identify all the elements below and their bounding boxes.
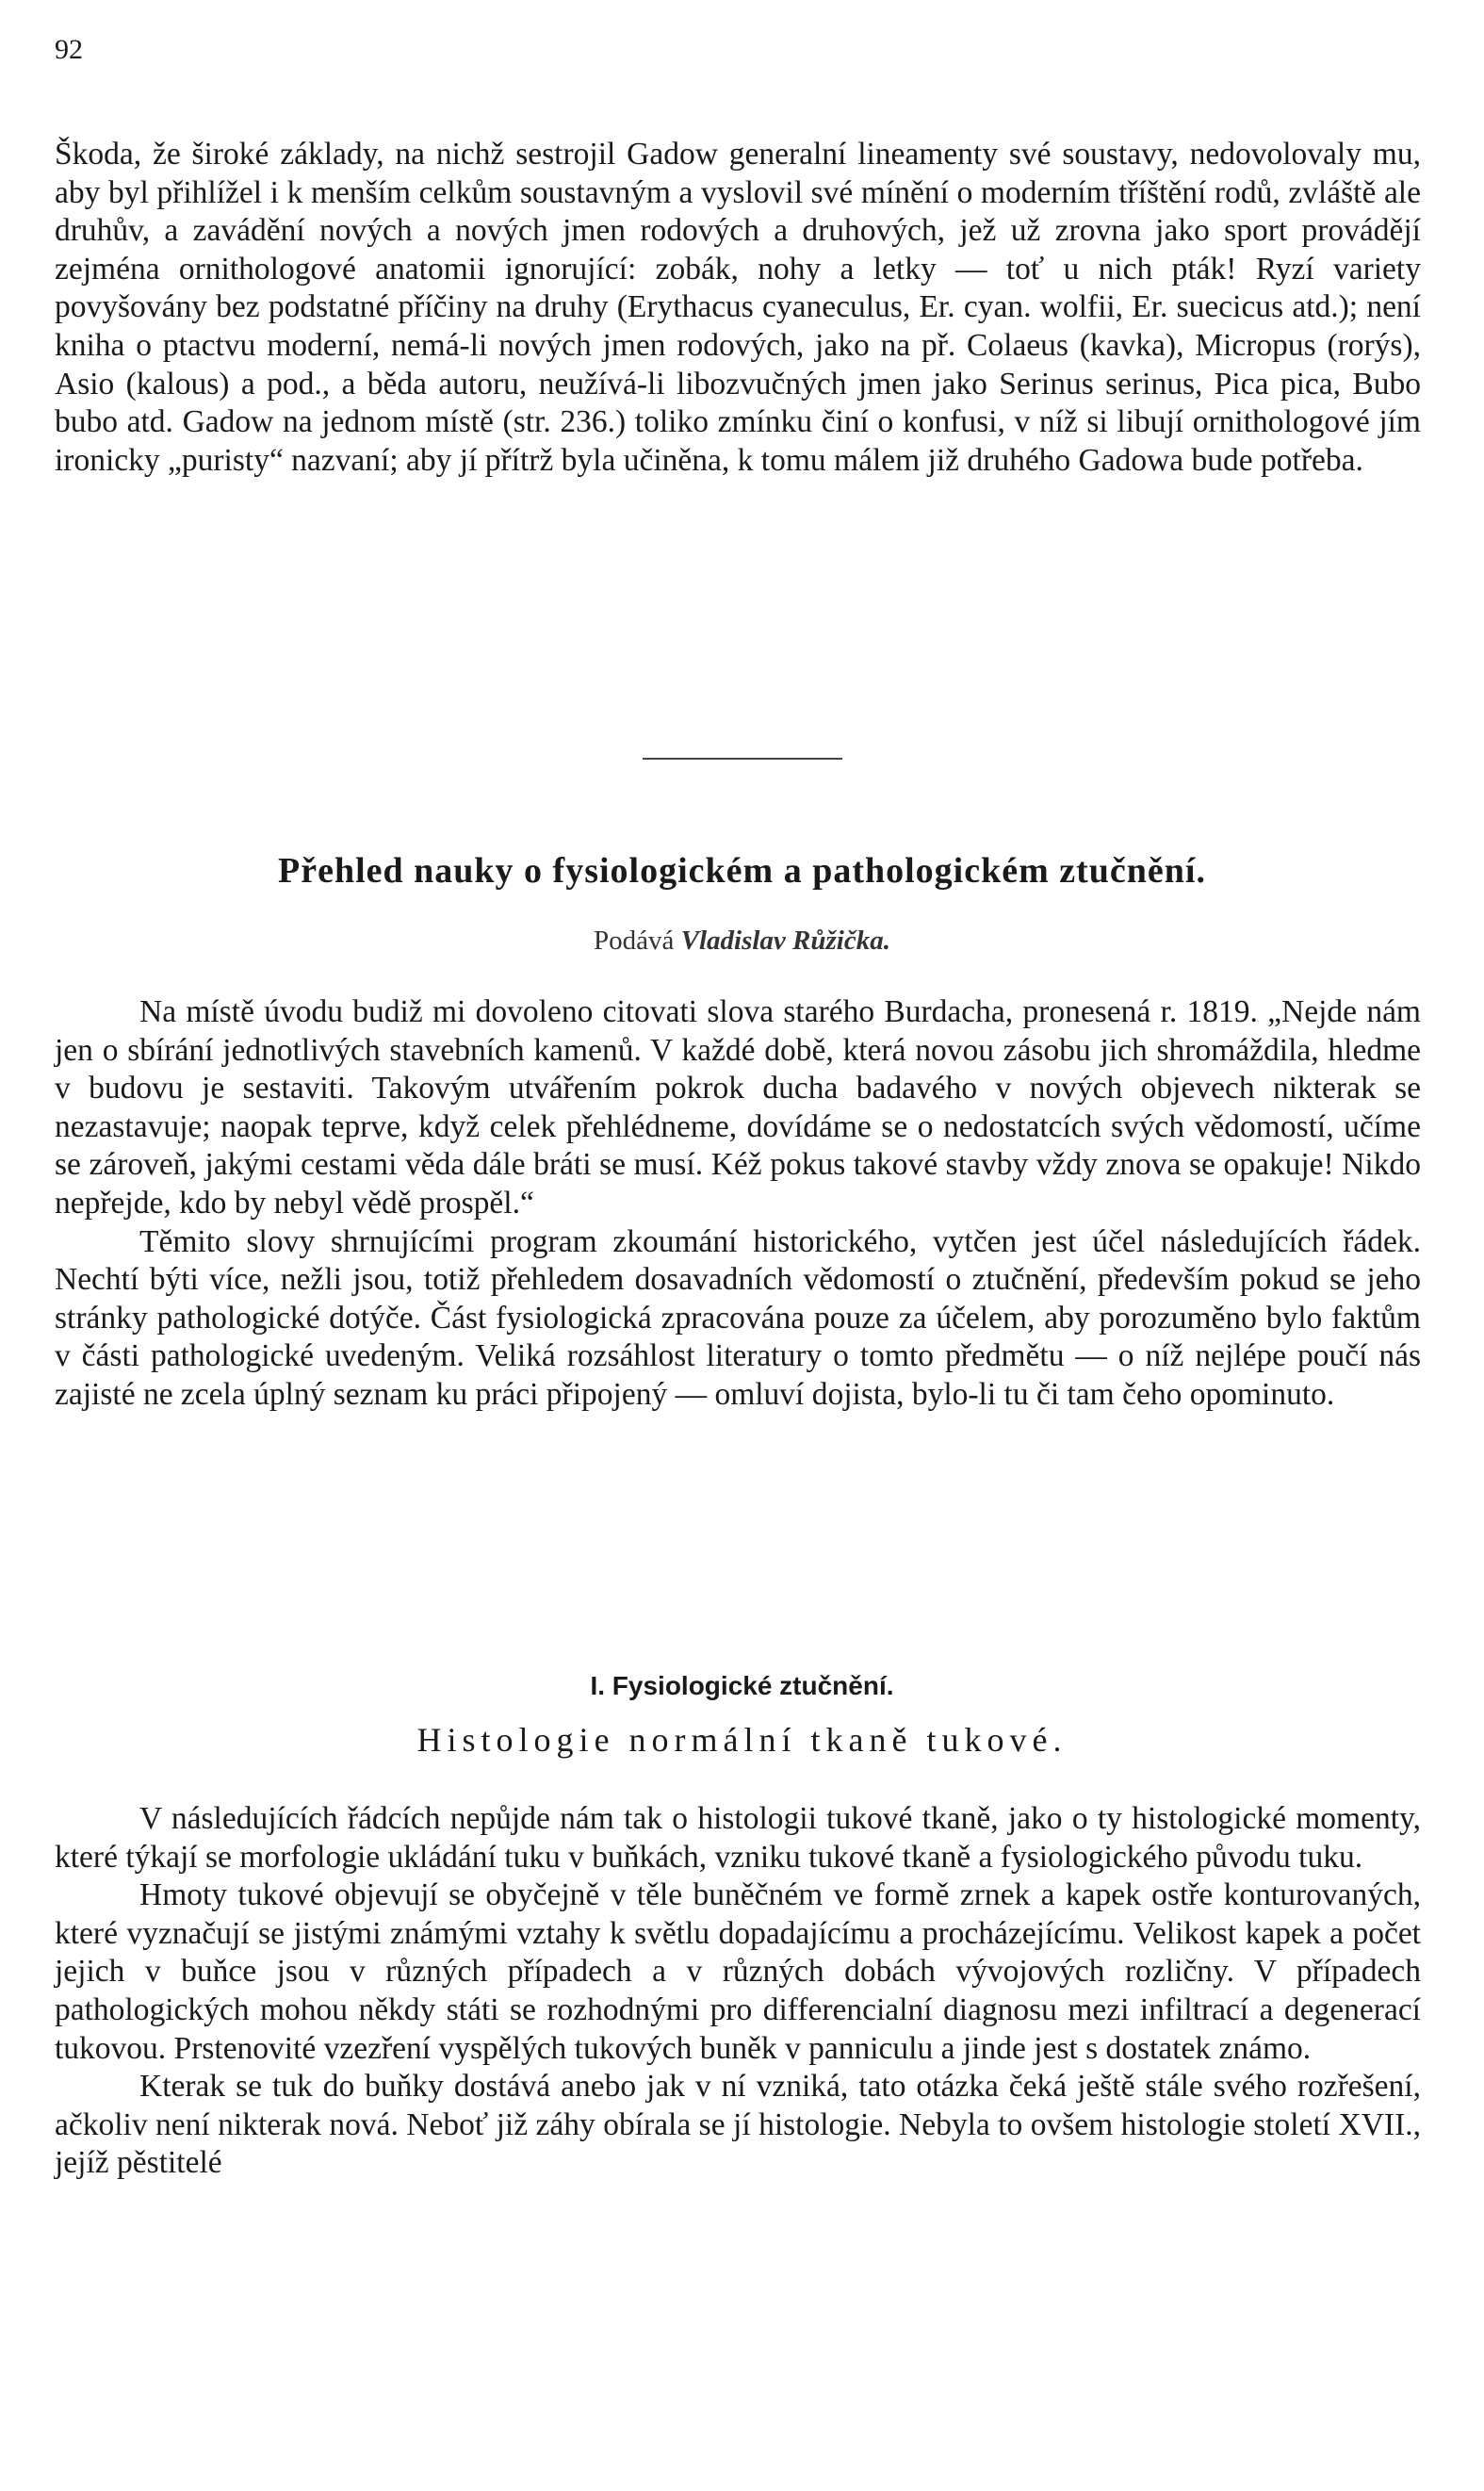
article-title: Přehled nauky o fysiologickém a pathologickém ztučnění. bbox=[278, 851, 1206, 891]
byline bbox=[0, 926, 1484, 957]
subsection-heading: Histologie normální tkaně tukové. bbox=[416, 1721, 1068, 1759]
body-paragraph: Kterak se tuk do buňky dostává anebo jak v ní vzniká, tato otázka čeká ještě stále svého rozřešení, ačkoliv není nikterak nová. Neboť již záhy obírala se jí histologie. Nebyla to ovšem histologie století XVII., jejíž pěstitelé bbox=[55, 2069, 1421, 2181]
review-text-block bbox=[55, 136, 1421, 480]
review-paragraph: Škoda, že široké základy, na nichž sestrojil Gadow generalní lineamenty své soustavy, nedovolovaly mu, aby byl přihlížel i k menším celkům soustavným a vyslovil své mínění o moderním tříštění rodů, zvláště ale druhův, a zavádění nových a nových jmen rodových a druhových, jež už zrovna jako sport provádějí zejména ornithologové anatomii ignorující: zobák, nohy a letky — toť u nich pták! Ryzí variety povyšovány bez podstatné příčiny na druhy (Erythacus cyaneculus, Er. cyan. wolfii, Er. suecicus atd.); není kniha o ptactvu moderní, nemá-li nových jmen rodových, jako na př. Colaeus (kavka), Micropus (rorýs), Asio (kalous) a pod., a běda autoru, neužívá-li libozvučných jmen jako Serinus serinus, Pica pica, Bubo bubo atd. Gadow na jednom místě (str. 236.) toliko zmínku činí o konfusi, v níž si libují ornithologové jím ironicky „puristy“ nazvaní; aby jí přítrž byla učiněna, k tomu málem již druhého Gadowa bude potřeba. bbox=[55, 137, 1421, 478]
intro-text-block bbox=[55, 993, 1421, 1415]
intro-paragraph: Na místě úvodu budiž mi dovoleno citovati slova starého Burdacha, pronesená r. 1819. „Nejde nám jen o sbírání jednotlivých stavebních kamenů. V každé době, která novou zásobu jich shromáždila, hledme v budovu je sestaviti. Takovým utvářením pokrok ducha badavého v nových objevech nikterak se nezastavuje; naopak teprve, když celek přehlédneme, dovídáme se o nedostatcích svých vědomostí, učíme se zároveň, jakými cestami věda dále bráti se musí. Kéž pokus takové stavby vždy znova se opakuje! Nikdo nepřejde, kdo by nebyl vědě prospěl.“ bbox=[55, 994, 1421, 1221]
author-name: Vladislav Růžička. bbox=[680, 926, 890, 956]
section-heading: I. Fysiologické ztučnění. bbox=[590, 1671, 894, 1700]
page-number: 92 bbox=[55, 34, 83, 65]
section-divider bbox=[643, 758, 842, 760]
byline-prefix: Podává bbox=[594, 926, 675, 956]
body-paragraph: Hmoty tukové objevují se obyčejně v těle buněčném ve formě zrnek a kapek ostře konturovaných, které vyznačují se jistými známými vztahy k světlu dopadajícímu a procházejícímu. Velikost kapek a počet jejich v buňce jsou v různých případech a v různých dobách vývojových rozličny. V případech pathologických mohou někdy státi se rozhodnými pro differencialní diagnosu mezi infiltrací a degenerací tukovou. Prstenovité vzezření vyspělých tukových buněk v panniculu a jinde jest s dostatek známo. bbox=[55, 1877, 1421, 2066]
body-paragraph: V následujících řádcích nepůjde nám tak o histologii tukové tkaně, jako o ty histologické momenty, které týkají se morfologie ukládání tuku v buňkách, vzniku tukové tkaně a fysiologického původu tuku. bbox=[55, 1801, 1421, 1875]
intro-paragraph: Těmito slovy shrnujícími program zkoumání historického, vytčen jest účel následujících řádek. Nechtí býti více, nežli jsou, totiž přehledem dosavadních vědomostí o ztučnění, především pokud se jeho stránky pathologické dotýče. Část fysiologická zpracována pouze za účelem, aby porozuměno bylo faktům v části pathologické uvedeným. Veliká rozsáhlost literatury o tomto předmětu — o níž nejlépe poučí nás zajisté ne zcela úplný seznam ku práci připojený — omluví dojista, bylo-li tu či tam čeho opominuto. bbox=[55, 1223, 1421, 1412]
body-text-block bbox=[55, 1800, 1421, 2183]
